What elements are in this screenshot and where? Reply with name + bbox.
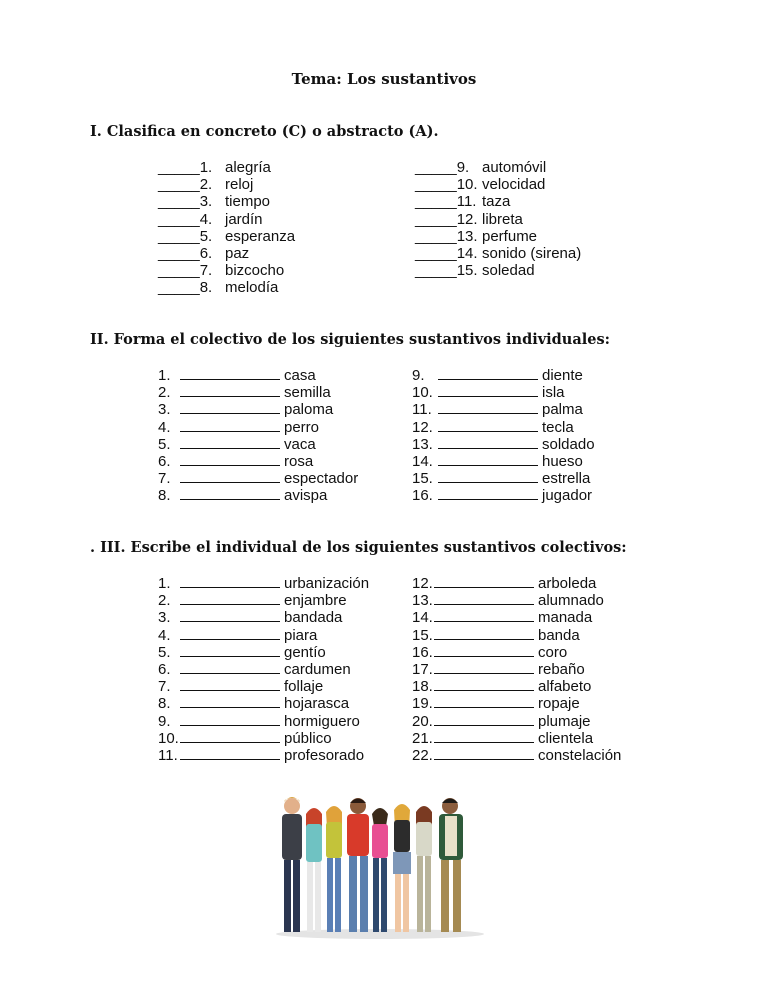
list-item — [158, 713, 369, 730]
answer-blank[interactable] — [180, 401, 280, 414]
person-figure — [306, 808, 322, 932]
person-figure — [416, 806, 432, 932]
item-number: 5. — [158, 643, 171, 661]
item-number: 16. — [412, 487, 433, 505]
list-item — [158, 661, 369, 678]
item-word: melodía — [225, 279, 279, 297]
list-item — [412, 367, 595, 384]
answer-blank[interactable] — [434, 730, 534, 743]
answer-blank[interactable] — [180, 419, 280, 432]
answer-blank[interactable] — [180, 453, 280, 466]
section-2-left-list — [158, 367, 358, 505]
list-item — [415, 228, 581, 245]
item-word: banda — [538, 626, 580, 644]
item-number: _____1. — [158, 159, 213, 176]
answer-blank[interactable] — [438, 436, 538, 449]
group-of-people-illustration — [272, 794, 488, 940]
item-number: 2. — [158, 592, 171, 610]
item-number: 3. — [158, 401, 171, 419]
list-item — [158, 627, 369, 644]
list-item — [158, 470, 358, 487]
answer-blank[interactable] — [180, 644, 280, 657]
answer-blank[interactable] — [434, 575, 534, 588]
item-number: 22. — [412, 746, 433, 764]
item-word: libreta — [482, 210, 523, 228]
item-word: rosa — [284, 452, 314, 470]
item-word: casa — [284, 367, 316, 384]
list-item — [158, 730, 369, 747]
item-word: palma — [542, 401, 583, 419]
item-word: coro — [538, 643, 568, 661]
item-word: isla — [542, 384, 565, 402]
item-number: 12. — [412, 575, 433, 592]
item-word: reloj — [225, 176, 254, 194]
answer-blank[interactable] — [180, 367, 280, 380]
list-item — [158, 453, 358, 470]
answer-blank[interactable] — [180, 384, 280, 397]
list-item — [158, 747, 369, 764]
item-number: 6. — [158, 660, 171, 678]
list-item — [158, 678, 369, 695]
item-number: 19. — [412, 695, 433, 713]
list-item — [158, 384, 358, 401]
list-item — [415, 193, 581, 210]
person-figure — [393, 804, 411, 932]
person-figure — [347, 798, 369, 932]
answer-blank[interactable] — [434, 661, 534, 674]
list-item — [158, 176, 295, 193]
answer-blank[interactable] — [434, 678, 534, 691]
item-word: esperanza — [225, 227, 296, 245]
list-item — [158, 245, 295, 262]
item-word: arboleda — [538, 575, 597, 592]
list-item — [415, 262, 581, 279]
item-number: 18. — [412, 678, 433, 696]
answer-blank[interactable] — [434, 747, 534, 760]
item-number: _____7. — [158, 262, 213, 280]
item-number: _____6. — [158, 244, 213, 262]
item-word: follaje — [284, 678, 324, 696]
list-item — [412, 419, 595, 436]
item-number: 17. — [412, 660, 433, 678]
section-3-right-list — [412, 575, 621, 764]
item-word: gentío — [284, 643, 326, 661]
item-word: avispa — [284, 487, 328, 505]
item-number: 10. — [158, 729, 179, 747]
item-number: 7. — [158, 678, 171, 696]
item-word: alumnado — [538, 592, 604, 610]
item-word: ropaje — [538, 695, 580, 713]
list-item — [412, 713, 621, 730]
item-word: urbanización — [284, 575, 370, 592]
section-2-heading: II. Forma el colectivo de los siguientes sustantivos individuales: — [90, 331, 610, 348]
item-number: 11. — [158, 746, 178, 764]
answer-blank[interactable] — [180, 627, 280, 640]
item-number: _____8. — [158, 279, 213, 297]
item-word: clientela — [538, 729, 594, 747]
list-item — [412, 592, 621, 609]
answer-blank[interactable] — [438, 367, 538, 380]
list-item — [158, 419, 358, 436]
list-item — [412, 730, 621, 747]
list-item — [158, 367, 358, 384]
answer-blank[interactable] — [434, 713, 534, 726]
section-1-heading: I. Clasifica en concreto (C) o abstracto (A). — [90, 123, 439, 140]
list-item — [412, 644, 621, 661]
item-word: sonido (sirena) — [482, 244, 582, 262]
answer-blank[interactable] — [180, 609, 280, 622]
list-item — [158, 695, 369, 712]
list-item — [412, 678, 621, 695]
list-item — [412, 747, 621, 764]
item-word: tecla — [542, 418, 574, 436]
item-word: estrella — [542, 470, 591, 488]
item-number: _____2. — [158, 176, 213, 194]
list-item — [412, 695, 621, 712]
list-item — [158, 211, 295, 228]
item-word: jardín — [225, 210, 263, 228]
answer-blank[interactable] — [438, 487, 538, 500]
item-word: tiempo — [225, 193, 271, 211]
item-number: 16. — [412, 643, 433, 661]
item-number: 6. — [158, 452, 171, 470]
item-word: profesorado — [284, 746, 365, 764]
item-word: semilla — [284, 384, 331, 402]
item-number: _____14. — [415, 244, 478, 262]
item-word: automóvil — [482, 159, 547, 176]
item-word: paloma — [284, 401, 334, 419]
item-word: rebaño — [538, 660, 585, 678]
item-number: _____13. — [415, 227, 478, 245]
answer-blank[interactable] — [438, 453, 538, 466]
answer-blank[interactable] — [434, 592, 534, 605]
section-3-heading: . III. Escribe el individual de los siguientes sustantivos colectivos: — [90, 539, 627, 556]
list-item — [412, 575, 621, 592]
item-number: 14. — [412, 452, 433, 470]
list-item — [158, 159, 295, 176]
item-word: público — [284, 729, 332, 747]
answer-blank[interactable] — [180, 436, 280, 449]
item-number: 3. — [158, 609, 171, 627]
list-item — [412, 436, 595, 453]
answer-blank[interactable] — [180, 730, 280, 743]
answer-blank[interactable] — [434, 695, 534, 708]
item-word: bandada — [284, 609, 343, 627]
list-item — [158, 609, 369, 626]
item-number: 2. — [158, 384, 171, 402]
answer-blank[interactable] — [180, 470, 280, 483]
item-number: 9. — [158, 712, 171, 730]
item-word: alfabeto — [538, 678, 592, 696]
item-word: enjambre — [284, 592, 347, 610]
item-word: espectador — [284, 470, 359, 488]
item-number: 4. — [158, 418, 171, 436]
item-number: 15. — [412, 626, 433, 644]
person-figure — [372, 808, 388, 932]
item-word: constelación — [538, 746, 622, 764]
answer-blank[interactable] — [180, 592, 280, 605]
item-word: cardumen — [284, 660, 351, 678]
item-number: _____3. — [158, 193, 213, 211]
item-number: _____15. — [415, 262, 478, 280]
item-number: 1. — [158, 575, 171, 592]
list-item — [412, 627, 621, 644]
item-word: velocidad — [482, 176, 546, 194]
item-word: hueso — [542, 452, 583, 470]
item-number: 7. — [158, 470, 171, 488]
item-number: 14. — [412, 609, 433, 627]
item-number: 11. — [412, 401, 432, 419]
list-item — [158, 436, 358, 453]
item-word: taza — [482, 193, 511, 211]
person-figure — [439, 798, 463, 932]
answer-blank[interactable] — [180, 575, 280, 588]
item-word: soldado — [542, 435, 595, 453]
answer-blank[interactable] — [434, 609, 534, 622]
answer-blank[interactable] — [438, 419, 538, 432]
item-number: 15. — [412, 470, 433, 488]
item-number: 13. — [412, 435, 433, 453]
item-number: 13. — [412, 592, 433, 610]
list-item — [415, 211, 581, 228]
list-item — [412, 487, 595, 504]
item-number: 4. — [158, 626, 171, 644]
page-title: Tema: Los sustantivos — [291, 70, 477, 88]
answer-blank[interactable] — [180, 487, 280, 500]
item-word: hojarasca — [284, 695, 350, 713]
answer-blank[interactable] — [180, 695, 280, 708]
answer-blank[interactable] — [438, 470, 538, 483]
item-word: jugador — [542, 487, 593, 505]
list-item — [412, 661, 621, 678]
answer-blank[interactable] — [180, 747, 280, 760]
item-number: 1. — [158, 367, 171, 384]
item-number: 20. — [412, 712, 433, 730]
item-number: 21. — [412, 729, 433, 747]
item-word: hormiguero — [284, 712, 360, 730]
item-number: _____9. — [415, 159, 470, 176]
list-item — [158, 644, 369, 661]
section-1-right-list — [415, 159, 581, 279]
list-item — [412, 384, 595, 401]
list-item — [412, 401, 595, 418]
item-word: perfume — [482, 227, 538, 245]
list-item — [158, 592, 369, 609]
item-word: perro — [284, 418, 320, 436]
list-item — [158, 193, 295, 210]
section-3-left-list — [158, 575, 369, 764]
item-word: alegría — [225, 159, 271, 176]
item-word: soledad — [482, 262, 535, 280]
item-word: manada — [538, 609, 593, 627]
answer-blank[interactable] — [434, 644, 534, 657]
list-item — [158, 262, 295, 279]
item-word: paz — [225, 244, 250, 262]
answer-blank[interactable] — [434, 627, 534, 640]
person-figure — [282, 797, 302, 932]
section-1-left-list — [158, 159, 295, 297]
list-item — [415, 159, 581, 176]
person-figure — [326, 806, 342, 932]
item-number: 9. — [412, 367, 425, 384]
list-item — [415, 176, 581, 193]
answer-blank[interactable] — [180, 713, 280, 726]
list-item — [158, 228, 295, 245]
item-word: bizcocho — [225, 262, 285, 280]
item-number: 5. — [158, 435, 171, 453]
item-word: diente — [542, 367, 583, 384]
item-number: _____4. — [158, 210, 213, 228]
item-word: vaca — [284, 435, 316, 453]
answer-blank[interactable] — [180, 678, 280, 691]
list-item — [412, 609, 621, 626]
list-item — [412, 470, 595, 487]
section-2-right-list — [412, 367, 595, 505]
item-number: 12. — [412, 418, 433, 436]
list-item — [158, 279, 295, 296]
list-item — [158, 575, 369, 592]
list-item — [412, 453, 595, 470]
item-number: _____5. — [158, 227, 213, 245]
item-number: _____10. — [415, 176, 478, 194]
item-number: 8. — [158, 487, 171, 505]
item-word: piara — [284, 626, 318, 644]
item-number: _____12. — [415, 210, 478, 228]
list-item — [415, 245, 581, 262]
answer-blank[interactable] — [180, 661, 280, 674]
item-word: plumaje — [538, 712, 591, 730]
list-item — [158, 487, 358, 504]
item-number: 10. — [412, 384, 433, 402]
list-item — [158, 401, 358, 418]
item-number: _____11. — [415, 193, 477, 211]
answer-blank[interactable] — [438, 401, 538, 414]
item-number: 8. — [158, 695, 171, 713]
answer-blank[interactable] — [438, 384, 538, 397]
